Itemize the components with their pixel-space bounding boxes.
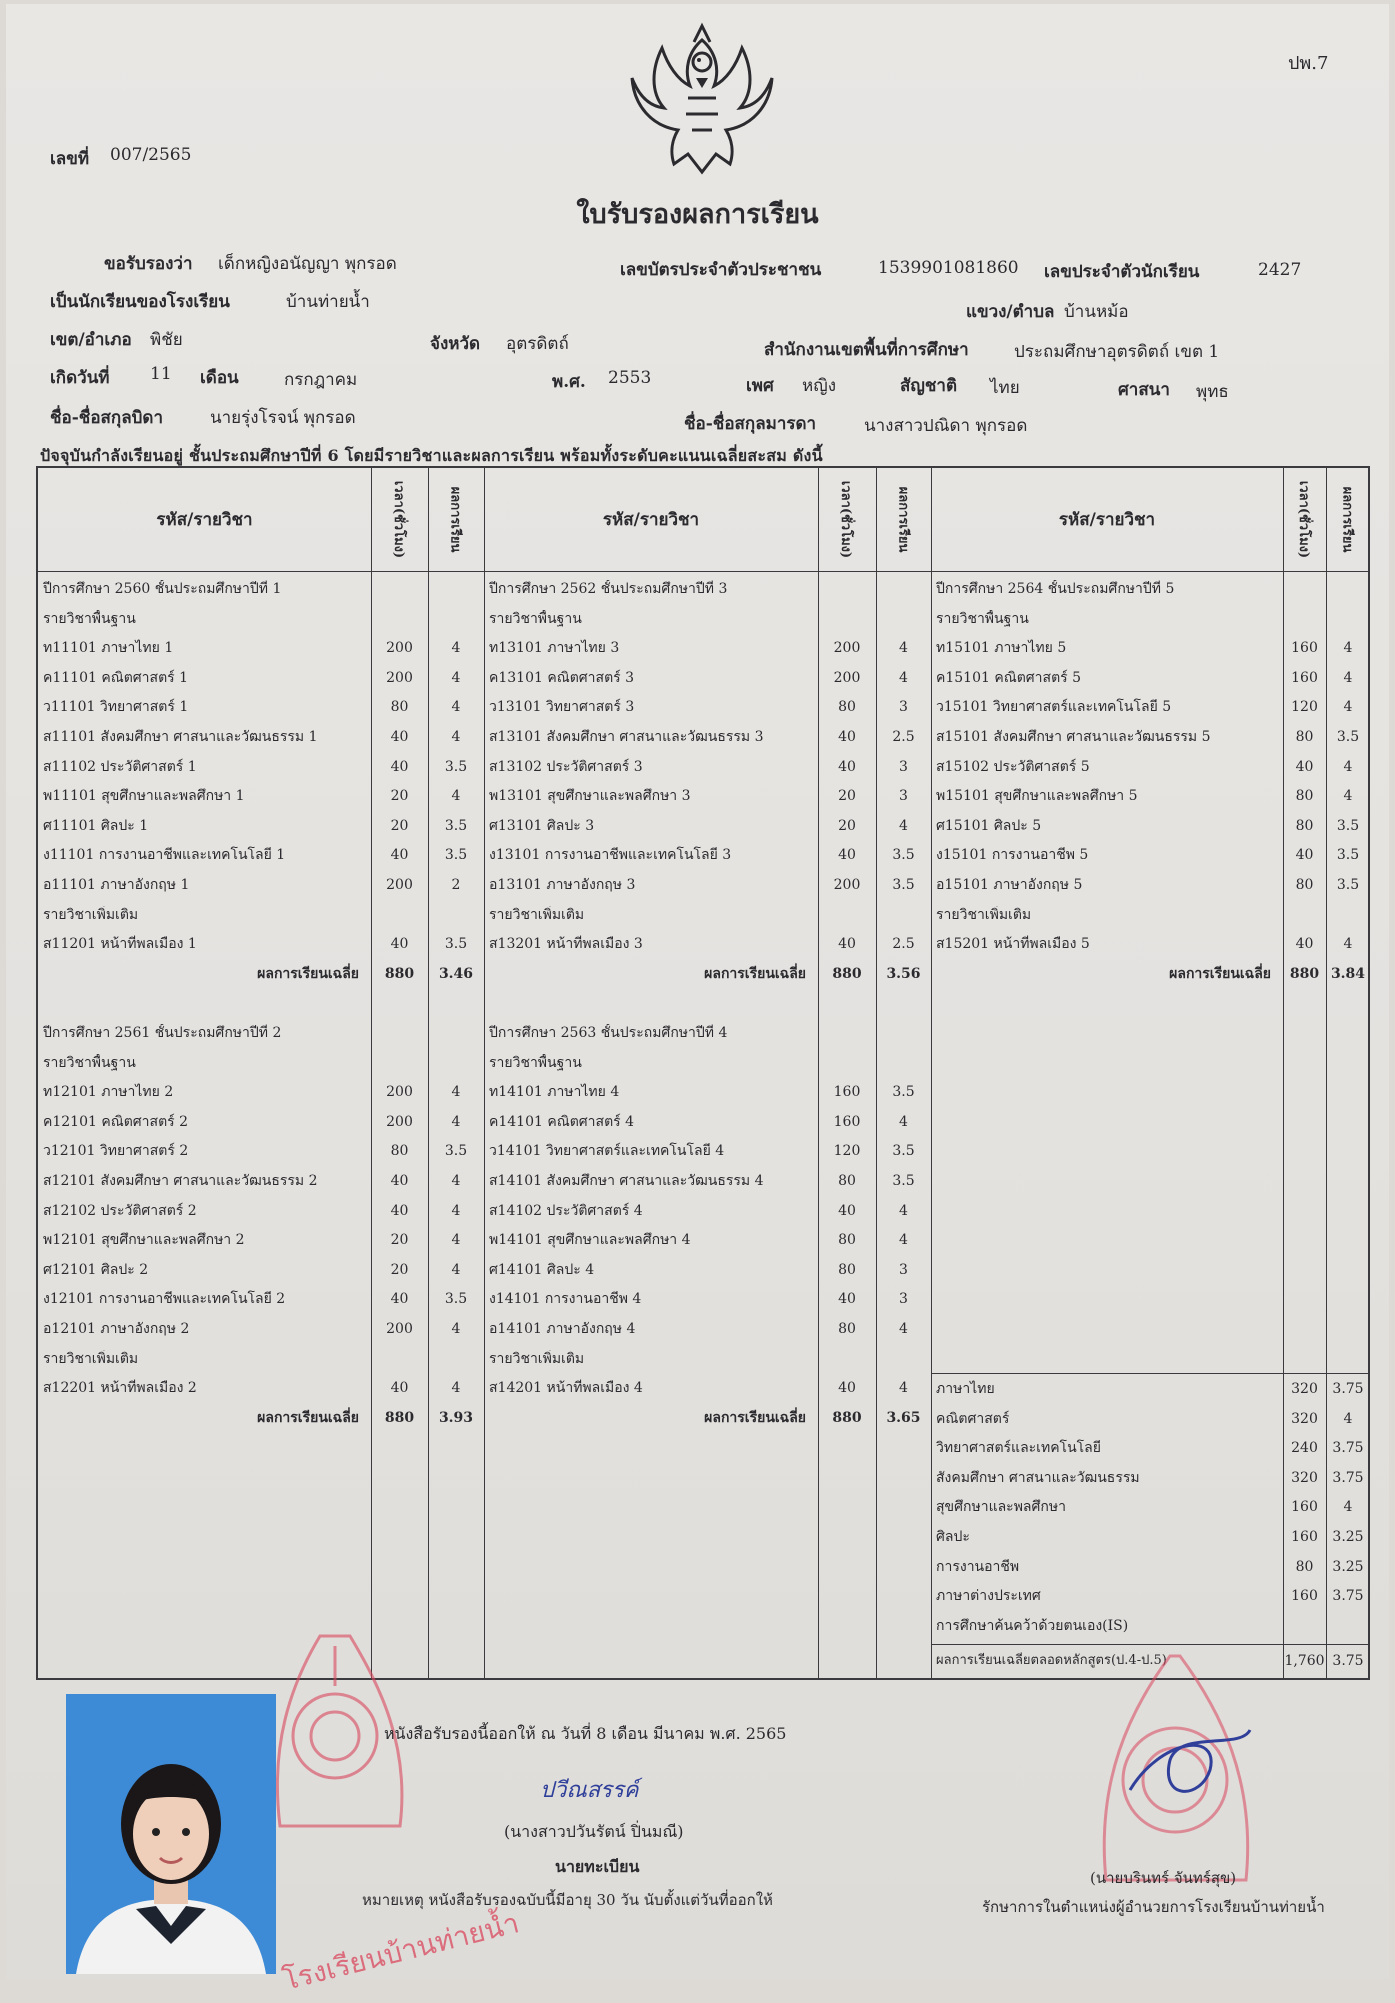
hours-cell: 880 — [384, 1409, 415, 1426]
hours-cell: 40 — [838, 847, 856, 864]
director-name: (นายบรินทร์ จันทร์สุข) — [1090, 1869, 1237, 1887]
religion-label: ศาสนา — [1118, 380, 1170, 400]
hours-cell: 20 — [390, 788, 409, 805]
subject-cell: อ14101 ภาษาอังกฤษ 4 — [489, 1321, 636, 1337]
subject-cell: ท13101 ภาษาไทย 3 — [489, 640, 620, 657]
grade-cell: 3.5 — [444, 1143, 468, 1160]
subject-cell: รายวิชาพื้นฐาน — [936, 610, 1029, 627]
grade-cell: 3.5 — [444, 817, 468, 834]
birth-month: กรกฎาคม — [284, 370, 358, 390]
hours-cell: 40 — [838, 758, 856, 775]
subject-cell: สุขศึกษาและพลศึกษา — [936, 1499, 1066, 1516]
subject-cell: รายวิชาพื้นฐาน — [43, 1054, 136, 1071]
province: อุตรดิตถ์ — [506, 334, 569, 354]
grade-cell: 3.5 — [892, 847, 915, 864]
subject-cell: ส15101 สังคมศึกษา ศาสนาและวัฒนธรรม 5 — [936, 729, 1211, 745]
hours-cell: 80 — [838, 699, 856, 716]
grade-cell: 4 — [451, 1321, 461, 1337]
summary-divider — [931, 1373, 1368, 1374]
subject-cell: คณิตศาสตร์ — [936, 1410, 1010, 1427]
subject-cell: รายวิชาเพิ่มเติม — [489, 906, 585, 923]
subject-cell: ส13102 ประวัติศาสตร์ 3 — [489, 758, 643, 775]
subject-header: รหัส/รายวิชา — [156, 510, 253, 530]
grade-cell: 3.75 — [1332, 1381, 1364, 1397]
hours-header: เวลา(ชั่วโมง) — [391, 480, 406, 559]
grade-cell: 3.56 — [886, 965, 921, 982]
hours-cell: 80 — [1295, 729, 1314, 745]
hours-cell: 80 — [390, 1143, 409, 1160]
hours-cell: 40 — [390, 847, 409, 864]
issue-date-text: หนังสือรับรองนี้ออกให้ ณ วันที่ 8 เดือน มีนาคม พ.ศ. 2565 — [384, 1724, 787, 1743]
grade-cell: 4 — [899, 1113, 908, 1130]
average-label: ผลการเรียนเฉลี่ย — [1169, 965, 1271, 982]
hours-cell: 320 — [1291, 1381, 1318, 1397]
hours-cell: 40 — [390, 1380, 409, 1397]
subject-cell: ว13101 วิทยาศาสตร์ 3 — [489, 699, 635, 716]
subject-header: รหัส/รายวิชา — [1058, 510, 1156, 530]
grade-header: ผลการเรียน — [895, 486, 911, 553]
grade-cell: 3.5 — [892, 877, 915, 893]
school: บ้านท่ายน้ำ — [286, 292, 370, 312]
hours-cell: 80 — [1295, 1558, 1314, 1575]
grade-cell: 4 — [451, 788, 461, 805]
subject-cell: ค14101 คณิตศาสตร์ 4 — [489, 1113, 635, 1130]
grade-cell: 4 — [451, 669, 461, 686]
subject-cell: ค15101 คณิตศาสตร์ 5 — [936, 669, 1082, 686]
grade-cell: 3.25 — [1332, 1529, 1364, 1545]
hours-cell: 200 — [386, 1321, 413, 1337]
grades-table — [36, 466, 1370, 1680]
grade-cell: 4 — [451, 1202, 461, 1219]
hours-cell: 320 — [1291, 1469, 1318, 1486]
hours-cell: 80 — [838, 1232, 856, 1249]
official-stamp-icon — [1070, 1650, 1280, 1900]
nationality: ไทย — [990, 378, 1020, 398]
grade-cell: 2.5 — [892, 936, 915, 953]
subject-cell: พ11101 สุขศึกษาและพลศึกษา 1 — [43, 788, 245, 805]
sex-label: เพศ — [746, 376, 774, 396]
overall-divider — [931, 1644, 1368, 1645]
subject-cell: รายวิชาพื้นฐาน — [489, 1054, 582, 1071]
hours-header: เวลา(ชั่วโมง) — [838, 480, 854, 559]
subject-cell: ค11101 คณิตศาสตร์ 1 — [43, 669, 189, 686]
hours-cell: 200 — [386, 877, 413, 893]
subject-cell: ง12101 การงานอาชีพและเทคโนโลยี 2 — [43, 1291, 286, 1308]
grade-cell: 3 — [899, 788, 908, 805]
grade-cell: 4 — [899, 817, 908, 834]
father-label: ชื่อ-ชื่อสกุลบิดา — [50, 408, 164, 428]
grade-cell: 3.93 — [438, 1409, 474, 1426]
garuda-emblem-icon — [628, 22, 776, 180]
hours-cell: 80 — [390, 699, 409, 716]
grade-cell: 3 — [899, 1261, 908, 1278]
father: นายรุ่งโรจน์ พุกรอด — [210, 408, 356, 428]
hours-cell: 200 — [833, 877, 861, 893]
subject-cell: ศ14101 ศิลปะ 4 — [489, 1261, 595, 1278]
subject-cell: ส15102 ประวัติศาสตร์ 5 — [936, 758, 1090, 775]
hours-cell: 40 — [390, 729, 409, 745]
grade-cell: 3.5 — [892, 1084, 915, 1101]
hours-cell: 40 — [838, 1202, 856, 1219]
grade-cell: 3 — [899, 1291, 908, 1308]
grade-cell: 3.25 — [1332, 1558, 1364, 1575]
subject-cell: ศ11101 ศิลปะ 1 — [43, 817, 149, 834]
hours-cell: 240 — [1291, 1440, 1318, 1457]
student-id-label: เลขประจำตัวนักเรียน — [1044, 262, 1200, 282]
grade-cell: 3.5 — [444, 847, 468, 864]
grade-cell: 3.75 — [1332, 1588, 1364, 1605]
hours-cell: 880 — [832, 965, 862, 982]
hours-cell: 160 — [1291, 1499, 1318, 1516]
sex: หญิง — [802, 376, 836, 396]
grade-cell: 4 — [899, 1232, 908, 1249]
subject-cell: สังคมศึกษา ศาสนาและวัฒนธรรม — [936, 1469, 1140, 1486]
hours-cell: 120 — [833, 1143, 861, 1160]
grade-cell: 4 — [1343, 758, 1353, 775]
subject-cell: รายวิชาพื้นฐาน — [43, 610, 136, 627]
subject-cell: ปีการศึกษา 2562 ชั้นประถมศึกษาปีที่ 3 — [489, 581, 728, 597]
grade-cell: 3.5 — [1336, 877, 1360, 893]
hours-cell: 20 — [390, 1232, 409, 1249]
grade-cell: 4 — [451, 1173, 461, 1189]
subject-cell: ง13101 การงานอาชีพและเทคโนโลยี 3 — [489, 847, 732, 864]
hours-cell: 40 — [1295, 936, 1314, 953]
average-label: ผลการเรียนเฉลี่ย — [257, 1409, 359, 1426]
hours-cell: 40 — [390, 1202, 409, 1219]
hours-cell: 40 — [838, 936, 856, 953]
subject-cell: ท14101 ภาษาไทย 4 — [489, 1084, 620, 1101]
hours-cell: 20 — [838, 817, 856, 834]
hours-cell: 200 — [386, 1113, 413, 1130]
id-card: 1539901081860 — [878, 258, 1019, 278]
subject-cell: ส13201 หน้าที่พลเมือง 3 — [489, 936, 643, 953]
subject-cell: ท15101 ภาษาไทย 5 — [936, 640, 1067, 657]
subject-cell: อ13101 ภาษาอังกฤษ 3 — [489, 877, 636, 893]
birth-year-label: พ.ศ. — [552, 372, 586, 392]
registrar-name: (นางสาวปวันรัตน์ ปิ่นมณี) — [504, 1822, 684, 1841]
grade-cell: 3.75 — [1332, 1653, 1364, 1669]
hours-cell: 80 — [1295, 788, 1314, 805]
hours-cell: 120 — [1291, 699, 1318, 716]
grade-cell: 4 — [1343, 936, 1353, 953]
hours-cell: 20 — [390, 817, 409, 834]
subject-header: รหัส/รายวิชา — [602, 510, 700, 530]
school-stamp-text: โรงเรียนบ้านท่ายน้ำ — [279, 1906, 523, 1997]
grade-cell: 4 — [899, 1202, 908, 1219]
doc-no: 007/2565 — [110, 145, 192, 165]
registrar-title: นายทะเบียน — [555, 1857, 640, 1876]
grade-cell: 3 — [899, 699, 908, 716]
grade-cell: 3.5 — [1336, 847, 1360, 864]
nationality-label: สัญชาติ — [900, 376, 957, 396]
average-label: ผลการเรียนเฉลี่ย — [704, 965, 806, 982]
mother: นางสาวปณิดา พุกรอด — [864, 416, 1028, 436]
province-label: จังหวัด — [430, 334, 481, 354]
grade-cell: 4 — [1343, 1410, 1353, 1427]
grade-cell: 4 — [899, 669, 908, 686]
director-title: รักษาการในตำแหน่งผู้อำนวยการโรงเรียนบ้านท่ายน้ำ — [982, 1898, 1325, 1916]
col-divider — [484, 468, 485, 1678]
area-label: สำนักงานเขตพื้นที่การศึกษา — [764, 340, 969, 360]
district: พิชัย — [150, 330, 183, 350]
grade-cell: 4 — [899, 1380, 908, 1397]
subject-cell: ง15101 การงานอาชีพ 5 — [936, 847, 1089, 864]
subject-cell: ส11201 หน้าที่พลเมือง 1 — [43, 936, 197, 953]
grade-cell: 3.5 — [1336, 817, 1360, 834]
subject-cell: ง14101 การงานอาชีพ 4 — [489, 1291, 642, 1308]
grade-cell: 4 — [451, 1232, 461, 1249]
average-label: ผลการเรียนเฉลี่ย — [257, 965, 359, 982]
hours-cell: 40 — [390, 1291, 409, 1308]
subject-cell: อ11101 ภาษาอังกฤษ 1 — [43, 877, 190, 893]
grade-cell: 4 — [451, 1113, 461, 1130]
subject-cell: ว15101 วิทยาศาสตร์และเทคโนโลยี 5 — [936, 699, 1172, 716]
subdistrict: บ้านหม้อ — [1064, 302, 1129, 322]
hours-cell: 880 — [832, 1409, 862, 1426]
subject-cell: พ14101 สุขศึกษาและพลศึกษา 4 — [489, 1232, 691, 1249]
grade-cell: 4 — [451, 1084, 461, 1101]
hours-cell: 200 — [833, 669, 861, 686]
hours-cell: 80 — [838, 1321, 856, 1337]
page-title: ใบรับรองผลการเรียน — [576, 199, 819, 230]
header-divider — [38, 571, 1368, 572]
grade-cell: 4 — [1343, 640, 1353, 657]
subject-cell: ว14101 วิทยาศาสตร์และเทคโนโลยี 4 — [489, 1143, 725, 1160]
hours-cell: 40 — [390, 936, 409, 953]
grade-cell: 2 — [451, 877, 461, 893]
grade-cell: 2.5 — [892, 729, 915, 745]
hours-cell: 20 — [390, 1261, 409, 1278]
subdistrict-label: แขวง/ตำบล — [966, 302, 1055, 322]
hours-cell: 880 — [1289, 965, 1320, 982]
subject-cell: ศ15101 ศิลปะ 5 — [936, 817, 1042, 834]
subject-cell: ศ13101 ศิลปะ 3 — [489, 817, 595, 834]
certify-label: ขอรับรองว่า — [104, 254, 193, 274]
area: ประถมศึกษาอุตรดิตถ์ เขต 1 — [1014, 342, 1220, 362]
subject-cell: ผลการเรียนเฉลี่ยตลอดหลักสูตร(ป.4-ป.5) — [936, 1653, 1167, 1668]
hours-cell: 80 — [1295, 817, 1314, 834]
registrar-signature: ปวีณสรรค์ — [540, 1778, 639, 1803]
subject-cell: การศึกษาค้นคว้าด้วยตนเอง(IS) — [936, 1617, 1129, 1634]
hours-cell: 40 — [1295, 758, 1314, 775]
birth-day: 11 — [150, 364, 172, 384]
religion: พุทธ — [1196, 382, 1229, 402]
hours-cell: 160 — [1291, 1588, 1318, 1605]
hours-cell: 40 — [390, 1173, 409, 1189]
subject-cell: รายวิชาเพิ่มเติม — [489, 1350, 585, 1367]
subject-cell: รายวิชาเพิ่มเติม — [43, 1350, 139, 1367]
subject-cell: รายวิชาเพิ่มเติม — [936, 906, 1032, 923]
subject-cell: ท11101 ภาษาไทย 1 — [43, 640, 174, 657]
subject-cell: ปีการศึกษา 2563 ชั้นประถมศึกษาปีที่ 4 — [489, 1025, 728, 1041]
subject-cell: ศ12101 ศิลปะ 2 — [43, 1261, 149, 1278]
hours-cell: 200 — [386, 640, 413, 657]
subject-cell: ส13101 สังคมศึกษา ศาสนาและวัฒนธรรม 3 — [489, 729, 764, 745]
subject-cell: ว12101 วิทยาศาสตร์ 2 — [43, 1143, 189, 1160]
average-label: ผลการเรียนเฉลี่ย — [704, 1409, 806, 1426]
subject-cell: ส14102 ประวัติศาสตร์ 4 — [489, 1202, 643, 1219]
hours-cell: 80 — [838, 1261, 856, 1278]
validity-note: หมายเหตุ หนังสือรับรองฉบับนี้มีอายุ 30 วัน นับตั้งแต่วันที่ออกให้ — [362, 1891, 773, 1909]
grade-header: ผลการเรียน — [447, 486, 463, 553]
grade-header: ผลการเรียน — [1339, 486, 1355, 553]
grade-cell: 4 — [451, 640, 461, 657]
grade-cell: 4 — [899, 640, 908, 657]
subject-cell: ว11101 วิทยาศาสตร์ 1 — [43, 699, 189, 716]
subject-cell: ส12102 ประวัติศาสตร์ 2 — [43, 1202, 197, 1219]
grade-cell: 3.75 — [1332, 1440, 1364, 1457]
grade-cell: 4 — [451, 699, 461, 716]
subject-cell: ส12101 สังคมศึกษา ศาสนาและวัฒนธรรม 2 — [43, 1173, 318, 1189]
subject-cell: อ15101 ภาษาอังกฤษ 5 — [936, 877, 1083, 893]
subject-cell: ศิลปะ — [936, 1529, 970, 1545]
hours-cell: 200 — [386, 1084, 413, 1101]
hours-cell: 160 — [1291, 1529, 1318, 1545]
hours-cell: 160 — [833, 1084, 861, 1101]
subject-cell: พ12101 สุขศึกษาและพลศึกษา 2 — [43, 1232, 245, 1249]
grade-cell: 3.5 — [1336, 729, 1360, 745]
grade-cell: 4 — [451, 729, 461, 745]
grade-cell: 3.75 — [1332, 1469, 1364, 1486]
grade-cell: 3.65 — [886, 1409, 921, 1426]
grade-cell: 4 — [899, 1321, 908, 1337]
grade-cell: 3.5 — [892, 1143, 915, 1160]
hours-header: เวลา(ชั่วโมง) — [1296, 480, 1311, 559]
grade-cell: 4 — [451, 1380, 461, 1397]
subject-cell: ส11101 สังคมศึกษา ศาสนาและวัฒนธรรม 1 — [43, 729, 318, 745]
subject-cell: ส12201 หน้าที่พลเมือง 2 — [43, 1380, 197, 1397]
hours-cell: 40 — [838, 1291, 856, 1308]
hours-cell: 40 — [838, 1380, 856, 1397]
grade-cell: 4 — [1343, 788, 1353, 805]
hours-cell: 200 — [833, 640, 861, 657]
current-status-text: ปัจจุบันกำลังเรียนอยู่ ชั้นประถมศึกษาปีที่ 6 โดยมีรายวิชาและผลการเรียน พร้อมทั้งระดับคะแนนเฉลี่ยสะสม ดังนี้ — [40, 446, 823, 465]
birth-year: 2553 — [608, 368, 652, 388]
subject-cell: อ12101 ภาษาอังกฤษ 2 — [43, 1321, 190, 1337]
grade-cell: 4 — [451, 1261, 461, 1278]
student-photo — [66, 1694, 276, 1974]
subject-cell: ง11101 การงานอาชีพและเทคโนโลยี 1 — [43, 847, 286, 864]
subject-cell: ปีการศึกษา 2560 ชั้นประถมศึกษาปีที่ 1 — [43, 581, 282, 597]
grade-cell: 3.5 — [444, 936, 468, 953]
subject-cell: รายวิชาพื้นฐาน — [489, 610, 582, 627]
subject-cell: ภาษาต่างประเทศ — [936, 1588, 1041, 1605]
subject-cell: วิทยาศาสตร์และเทคโนโลยี — [936, 1440, 1101, 1457]
subject-cell: ค13101 คณิตศาสตร์ 3 — [489, 669, 635, 686]
grade-cell: 3.5 — [444, 1291, 468, 1308]
hours-cell: 80 — [838, 1173, 856, 1189]
hours-cell: 880 — [384, 965, 415, 982]
hours-cell: 40 — [1295, 847, 1314, 864]
grade-cell: 4 — [1343, 669, 1353, 686]
district-label: เขต/อำเภอ — [50, 330, 132, 350]
hours-cell: 320 — [1291, 1410, 1318, 1427]
subject-cell: ปีการศึกษา 2564 ชั้นประถมศึกษาปีที่ 5 — [936, 581, 1175, 597]
hours-cell: 1,760 — [1284, 1653, 1325, 1669]
grade-cell: 3.5 — [892, 1173, 915, 1189]
subject-cell: ส14201 หน้าที่พลเมือง 4 — [489, 1380, 643, 1397]
form-code: ปพ.7 — [1288, 53, 1329, 74]
school-label: เป็นนักเรียนของโรงเรียน — [50, 292, 230, 312]
subject-cell: รายวิชาเพิ่มเติม — [43, 906, 139, 923]
subject-cell: การงานอาชีพ — [936, 1558, 1020, 1575]
grade-cell: 3.84 — [1330, 965, 1366, 982]
grade-cell: 4 — [1343, 1499, 1353, 1516]
hours-cell: 40 — [838, 729, 856, 745]
mother-label: ชื่อ-ชื่อสกุลมารดา — [684, 414, 817, 434]
grade-cell: 3.5 — [444, 758, 468, 775]
birth-day-label: เกิดวันที่ — [50, 368, 110, 388]
hours-cell: 40 — [390, 758, 409, 775]
subject-cell: ส11102 ประวัติศาสตร์ 1 — [43, 758, 197, 775]
subject-cell: พ13101 สุขศึกษาและพลศึกษา 3 — [489, 788, 691, 805]
id-card-label: เลขบัตรประจำตัวประชาชน — [620, 260, 822, 280]
col-divider — [931, 468, 932, 1678]
subject-cell: ปีการศึกษา 2561 ชั้นประถมศึกษาปีที่ 2 — [43, 1025, 282, 1041]
student-name: เด็กหญิงอนัญญา พุกรอด — [218, 254, 397, 274]
hours-cell: 160 — [1291, 640, 1318, 657]
subject-cell: ภาษาไทย — [936, 1381, 995, 1397]
student-id: 2427 — [1258, 260, 1302, 280]
grade-cell: 3.46 — [438, 965, 474, 982]
birth-month-label: เดือน — [200, 368, 239, 388]
hours-cell: 160 — [833, 1113, 861, 1130]
hours-cell: 20 — [838, 788, 856, 805]
doc-no-label: เลขที่ — [50, 149, 90, 169]
subject-cell: ส14101 สังคมศึกษา ศาสนาและวัฒนธรรม 4 — [489, 1173, 764, 1189]
subject-cell: ท12101 ภาษาไทย 2 — [43, 1084, 174, 1101]
subject-cell: ส15201 หน้าที่พลเมือง 5 — [936, 936, 1090, 953]
hours-cell: 200 — [386, 669, 413, 686]
subject-cell: ค12101 คณิตศาสตร์ 2 — [43, 1113, 189, 1130]
subject-cell: พ15101 สุขศึกษาและพลศึกษา 5 — [936, 788, 1138, 805]
grade-cell: 4 — [1343, 699, 1353, 716]
hours-cell: 160 — [1291, 669, 1318, 686]
grade-cell: 3 — [899, 758, 908, 775]
hours-cell: 80 — [1295, 877, 1314, 893]
